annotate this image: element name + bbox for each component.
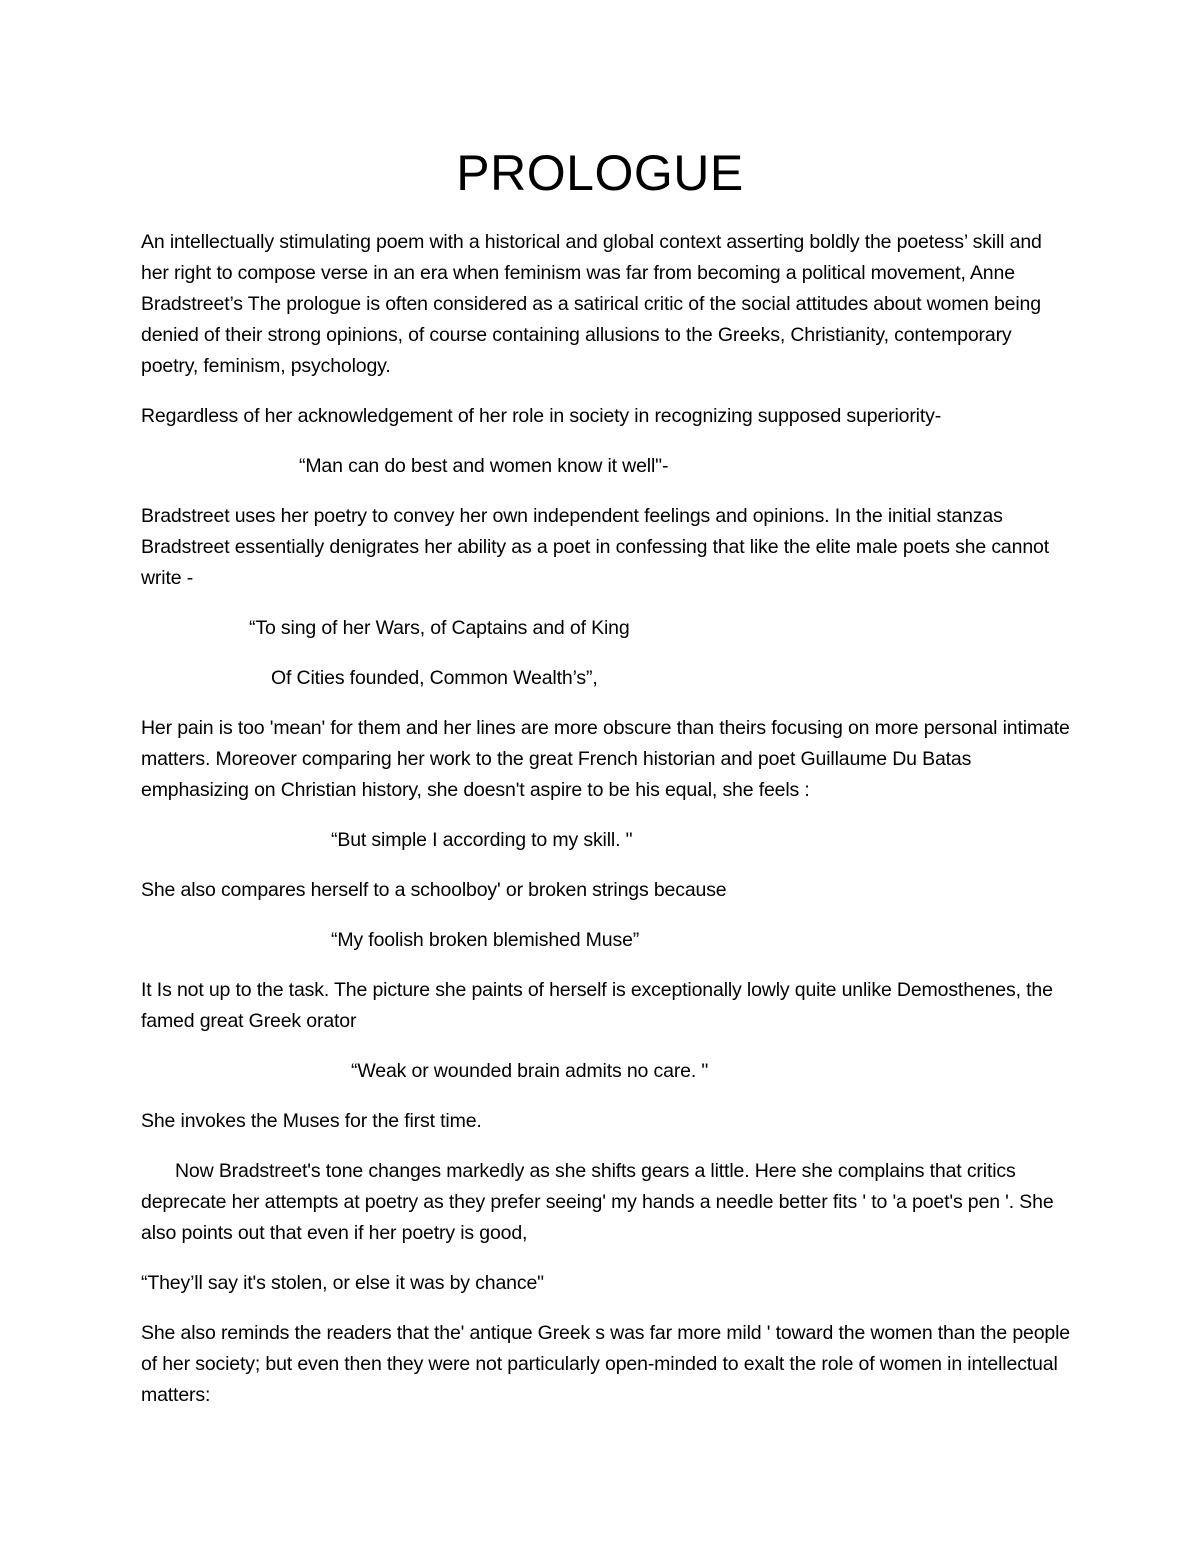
quote-but-simple: “But simple I according to my skill. " xyxy=(331,829,633,851)
page-title: PROLOGUE xyxy=(456,145,744,201)
quote-foolish-muse: “My foolish broken blemished Muse” xyxy=(331,929,640,951)
quote-weak-brain: “Weak or wounded brain admits no care. " xyxy=(351,1060,709,1082)
quote-man-can-do-best: “Man can do best and women know it well"- xyxy=(299,455,669,477)
quote-of-cities: Of Cities founded, Common Wealth’s”, xyxy=(271,667,598,689)
paragraph-antique-greeks: She also reminds the readers that the' antique Greek s was far more mild ' toward the women than the people of her society; but even then they were not particularly open-minded to exalt the role of women in intellectual matters: xyxy=(141,1322,1070,1406)
paragraph-tone-changes: Now Bradstreet's tone changes markedly as she shifts gears a little. Here she complains that critics deprecate her attempts at poetry as they prefer seeing' my hands a needle better fits ' to 'a poet's pen '. She also points out that even if her poetry is good, xyxy=(141,1160,1054,1244)
paragraph-her-pain: Her pain is too 'mean' for them and her lines are more obscure than theirs focusing on more personal intimate matters. Moreover comparing her work to the great French historian and poet Guillaume Du Batas emphasizing on Christian history, she doesn't aspire to be his equal, she feels : xyxy=(141,717,1070,801)
paragraph-not-up-to-task: It Is not up to the task. The picture she paints of herself is exceptionally lowly quite unlike Demosthenes, the famed great Greek orator xyxy=(141,979,1053,1032)
quote-theyll-say: “They’ll say it's stolen, or else it was by chance" xyxy=(141,1272,544,1294)
document-body xyxy=(141,227,1071,1430)
quote-to-sing: “To sing of her Wars, of Captains and of King xyxy=(249,617,630,639)
paragraph-schoolboy: She also compares herself to a schoolboy' or broken strings because xyxy=(141,879,727,901)
paragraph-intro: An intellectually stimulating poem with a historical and global context asserting boldly the poetess’ skill and her right to compose verse in an era when feminism was far from becoming a political movement, Anne Bradstreet’s The prologue is often considered as a satirical critic of the social attitudes about women being denied of their strong opinions, of course containing allusions to the Greeks, Christianity, contemporary poetry, feminism, psychology. xyxy=(141,231,1042,377)
paragraph-bradstreet-uses: Bradstreet uses her poetry to convey her own independent feelings and opinions. In the initial stanzas Bradstreet essentially denigrates her ability as a poet in confessing that like the elite male poets she cannot write - xyxy=(141,505,1049,589)
paragraph-invokes-muses: She invokes the Muses for the first time. xyxy=(141,1110,482,1132)
paragraph-regardless: Regardless of her acknowledgement of her role in society in recognizing supposed superiority- xyxy=(141,405,942,427)
